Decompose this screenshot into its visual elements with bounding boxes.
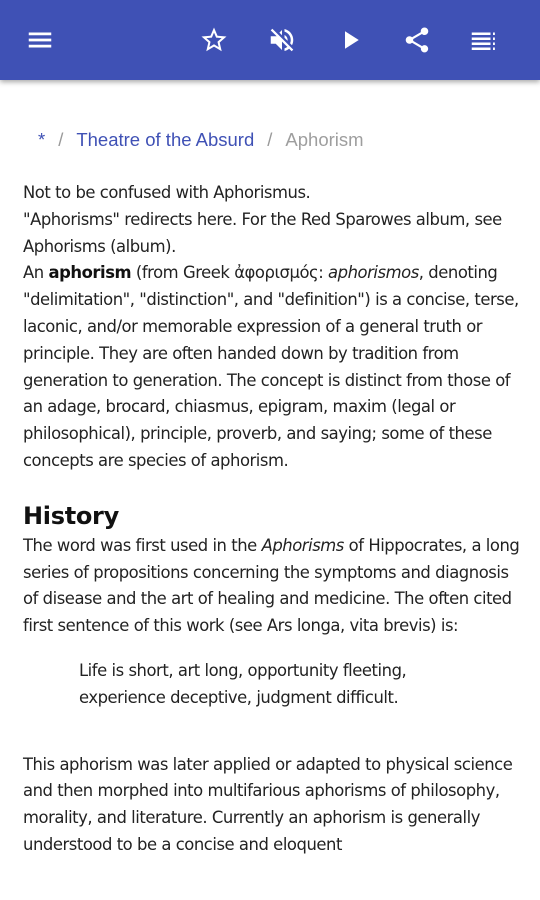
intro-paragraph [23,260,523,474]
history-rest: of Hippocrates, a long series of propositions concerning the symptoms and diagnosis of disease and the art of healing and medicine. The often cited first sentence of this work (see Ars longa, vita brevis) is: [23,535,520,636]
intro-mid: (from Greek ἀφορισμός: [131,263,329,283]
bookmark-button[interactable] [194,20,234,60]
article-body [23,180,523,859]
intro-transliteration: aphorismos [328,263,419,283]
breadcrumb-current: Aphorism [285,129,364,150]
section-heading-history: History [23,501,119,530]
intro-term: aphorism [48,263,132,283]
list-icon [468,25,498,55]
breadcrumb-separator: / [267,129,273,150]
intro-lead: An [23,263,49,283]
share-icon [402,25,432,55]
article-content [0,80,540,900]
breadcrumb-separator: / [58,129,64,150]
menu-button[interactable] [20,20,60,60]
volume-off-icon [267,25,297,55]
menu-icon [25,25,55,55]
blockquote: Life is short, art long, opportunity fleeting, experience deceptive, judgment difficult. [79,660,407,707]
app-toolbar [0,0,540,80]
history-work-title: Aphorisms [261,535,344,555]
intro-rest: , denoting "delimitation", "distinction", and "definition") is a concise, terse, laconic, and/or memorable expression of a general truth or principle. They are often handed down by tradition from generation to generation. The concept is distinct from those of an adage, brocard, chiasmus, epigram, maxim (legal or philosophical), principle, proverb, and saying; some of these concepts are species of aphorism. [23,263,519,470]
history-lead: The word was first used in the [23,535,262,555]
paragraph: This aphorism was later applied or adapted to physical science and then morphed into multifarious aphorisms of philosophy, morality, and literature. Currently an aphorism is generally understood to be a concise and eloquent [23,754,513,854]
play-icon [335,25,365,55]
contents-button[interactable] [463,20,503,60]
mute-button[interactable] [262,20,302,60]
hatnote: Not to be confused with Aphorismus. [23,183,311,202]
breadcrumb-parent-link[interactable]: Theatre of the Absurd [76,129,255,150]
breadcrumb-home-link[interactable]: * [38,129,46,150]
breadcrumb [38,129,364,151]
star-icon [199,25,229,55]
hatnote: "Aphorisms" redirects here. For the Red Sparowes album, see Aphorisms (album). [23,209,502,256]
history-paragraph [23,533,523,640]
share-button[interactable] [397,20,437,60]
play-button[interactable] [330,20,370,60]
